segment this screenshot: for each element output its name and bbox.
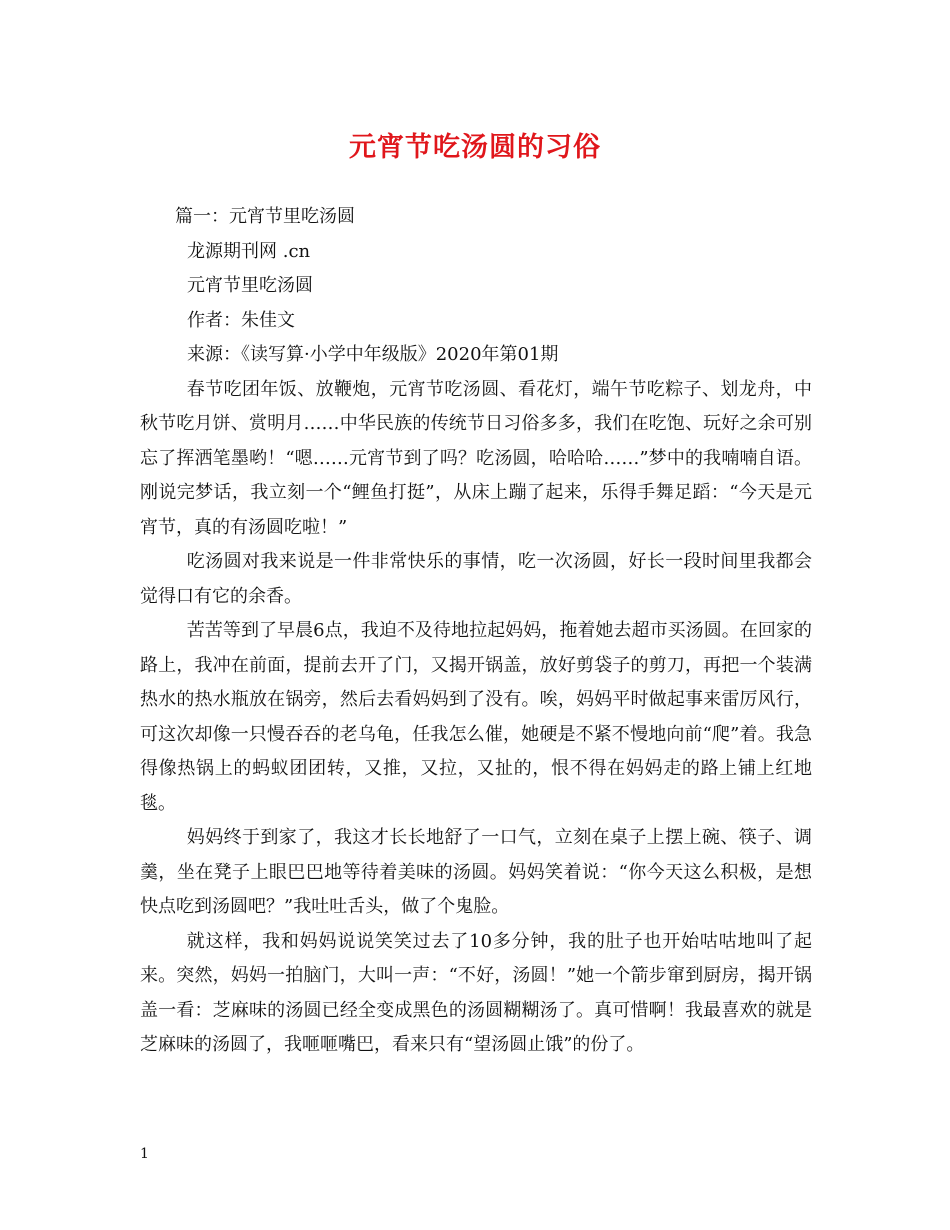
paragraph: 就这样，我和妈妈说说笑笑过去了10多分钟，我的肚子也开始咕咕地叫了起来。突然，妈妈一拍脑门，大叫一声：“不好，汤圆！”她一个箭步窜到厨房，揭开锅盖一看：芝麻味的汤圆已经全变成黑色的汤圆糊糊汤了。真可惜啊！我最喜欢的就是芝麻味的汤圆了，我咂咂嘴巴，看来只有“望汤圆止饿”的份了。 xyxy=(140,930,812,1055)
source-website: 龙源期刊网 .cn xyxy=(187,240,311,262)
document-body xyxy=(140,200,812,1063)
author-line: 作者：朱佳文 xyxy=(187,309,295,331)
source-line: 来源：《读写算·小学中年级版》2020年第01期 xyxy=(187,344,559,365)
paragraph: 春节吃团年饭、放鞭炮，元宵节吃汤圆、看花灯，端午节吃粽子、划龙舟，中秋节吃月饼、赏明月……中华民族的传统节日习俗多多，我们在吃饱、玩好之余可别忘了挥洒笔墨哟！“嗯……元宵节到了吗？吃汤圆，哈哈哈……”梦中的我喃喃自语。刚说完梦话，我立刻一个“鲤鱼打挺”，从床上蹦了起来，乐得手舞足蹈：“今天是元宵节，真的有汤圆吃啦！” xyxy=(140,378,812,538)
page-number: 1 xyxy=(140,1146,149,1162)
paragraph: 苦苦等到了早晨6点，我迫不及待地拉起妈妈，拖着她去超市买汤圆。在回家的路上，我冲在前面，提前去开了门，又揭开锅盖，放好剪袋子的剪刀，再把一个装满热水的热水瓶放在锅旁，然后去看妈妈到了没有。唉，妈妈平时做起事来雷厉风行，可这次却像一只慢吞吞的老乌龟，任我怎么催，她硬是不紧不慢地向前“爬”着。我急得像热锅上的蚂蚁团团转，又推，又拉，又扯的，恨不得在妈妈走的路上铺上红地毯。 xyxy=(140,620,812,814)
paragraph: 妈妈终于到家了，我这才长长地舒了一口气，立刻在桌子上摆上碗、筷子、调羹，坐在凳子上眼巴巴地等待着美味的汤圆。妈妈笑着说：“你今天这么积极，是想快点吃到汤圆吧？”我吐吐舌头，做了个鬼脸。 xyxy=(140,827,812,917)
section-heading: 篇一：元宵节里吃汤圆 xyxy=(175,206,355,227)
page-title: 元宵节吃汤圆的习俗 xyxy=(349,132,601,163)
article-title: 元宵节里吃汤圆 xyxy=(187,275,313,296)
paragraph: 吃汤圆对我来说是一件非常快乐的事情，吃一次汤圆，好长一段时间里我都会觉得口有它的余香。 xyxy=(140,551,812,607)
